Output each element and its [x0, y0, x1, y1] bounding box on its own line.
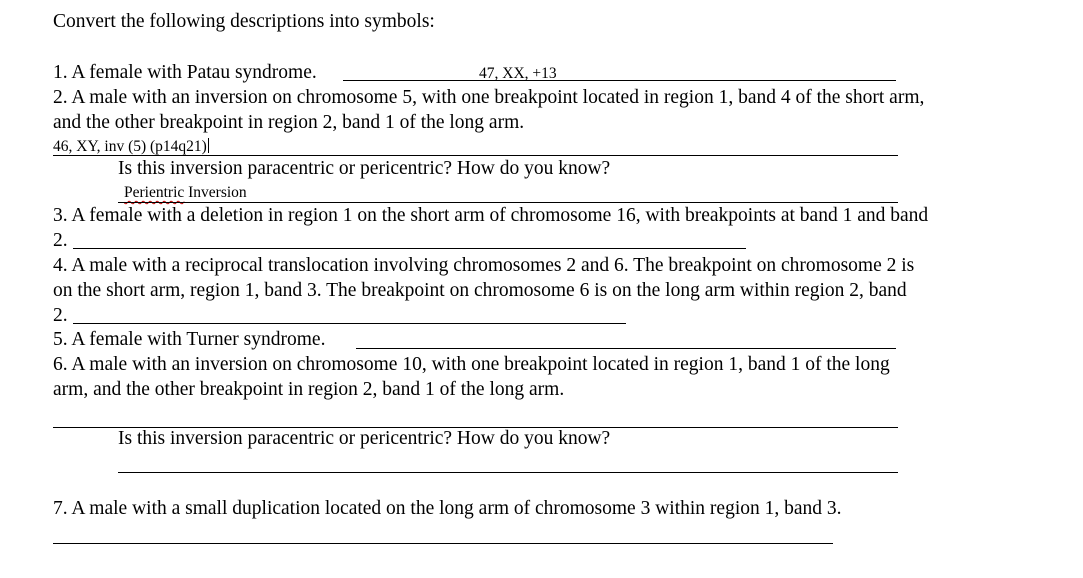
question-2-answer-line — [53, 155, 898, 156]
question-2-line-1: 2. A male with an inversion on chromosome 5, with one breakpoint located in region 1, band 4 of the short arm, — [53, 87, 925, 108]
question-1-answer-line — [343, 80, 896, 81]
question-2-sub-answer-line — [118, 202, 898, 203]
question-1-text: 1. A female with Patau syndrome. — [53, 62, 317, 83]
question-2-answer-text: 46, XY, inv (5) (p14q21) — [53, 138, 207, 155]
question-6-line-1: 6. A male with an inversion on chromosome 10, with one breakpoint located in region 1, band 1 of the long — [53, 354, 890, 375]
question-2-line-2: and the other breakpoint in region 2, band 1 of the long arm. — [53, 112, 525, 133]
question-4-line-2: on the short arm, region 1, band 3. The breakpoint on chromosome 6 is on the long arm within region 2, band — [53, 280, 907, 301]
question-5-answer-line — [356, 348, 896, 349]
question-6-line-2: arm, and the other breakpoint in region 2, band 1 of the long arm. — [53, 379, 565, 400]
question-7-answer-line — [53, 543, 833, 544]
question-2-sub-answer-rest: Inversion — [188, 184, 247, 201]
question-7-text: 7. A male with a small duplication located on the long arm of chromosome 3 within region 1, band 3. — [53, 498, 842, 519]
question-2-sub-question: Is this inversion paracentric or pericentric? How do you know? — [118, 158, 611, 179]
question-6-sub-answer-line — [118, 472, 898, 473]
question-3-line-1: 3. A female with a deletion in region 1 on the short arm of chromosome 16, with breakpoints at band 1 and band — [53, 205, 929, 226]
worksheet-heading: Convert the following descriptions into symbols: — [53, 11, 435, 32]
misspelled-word: Perientric — [124, 184, 185, 201]
question-3-line-2: 2. — [53, 230, 68, 251]
text-cursor — [208, 138, 209, 153]
question-6-sub-question: Is this inversion paracentric or pericentric? How do you know? — [118, 428, 611, 449]
question-5-text: 5. A female with Turner syndrome. — [53, 329, 326, 350]
question-1-answer[interactable]: 47, XX, +13 — [479, 65, 557, 82]
question-3-answer-line — [73, 248, 746, 249]
question-4-line-1: 4. A male with a reciprocal translocation involving chromosomes 2 and 6. The breakpoint on chromosome 2 is — [53, 255, 915, 276]
question-4-answer-line — [73, 323, 626, 324]
question-4-line-3: 2. — [53, 305, 68, 326]
